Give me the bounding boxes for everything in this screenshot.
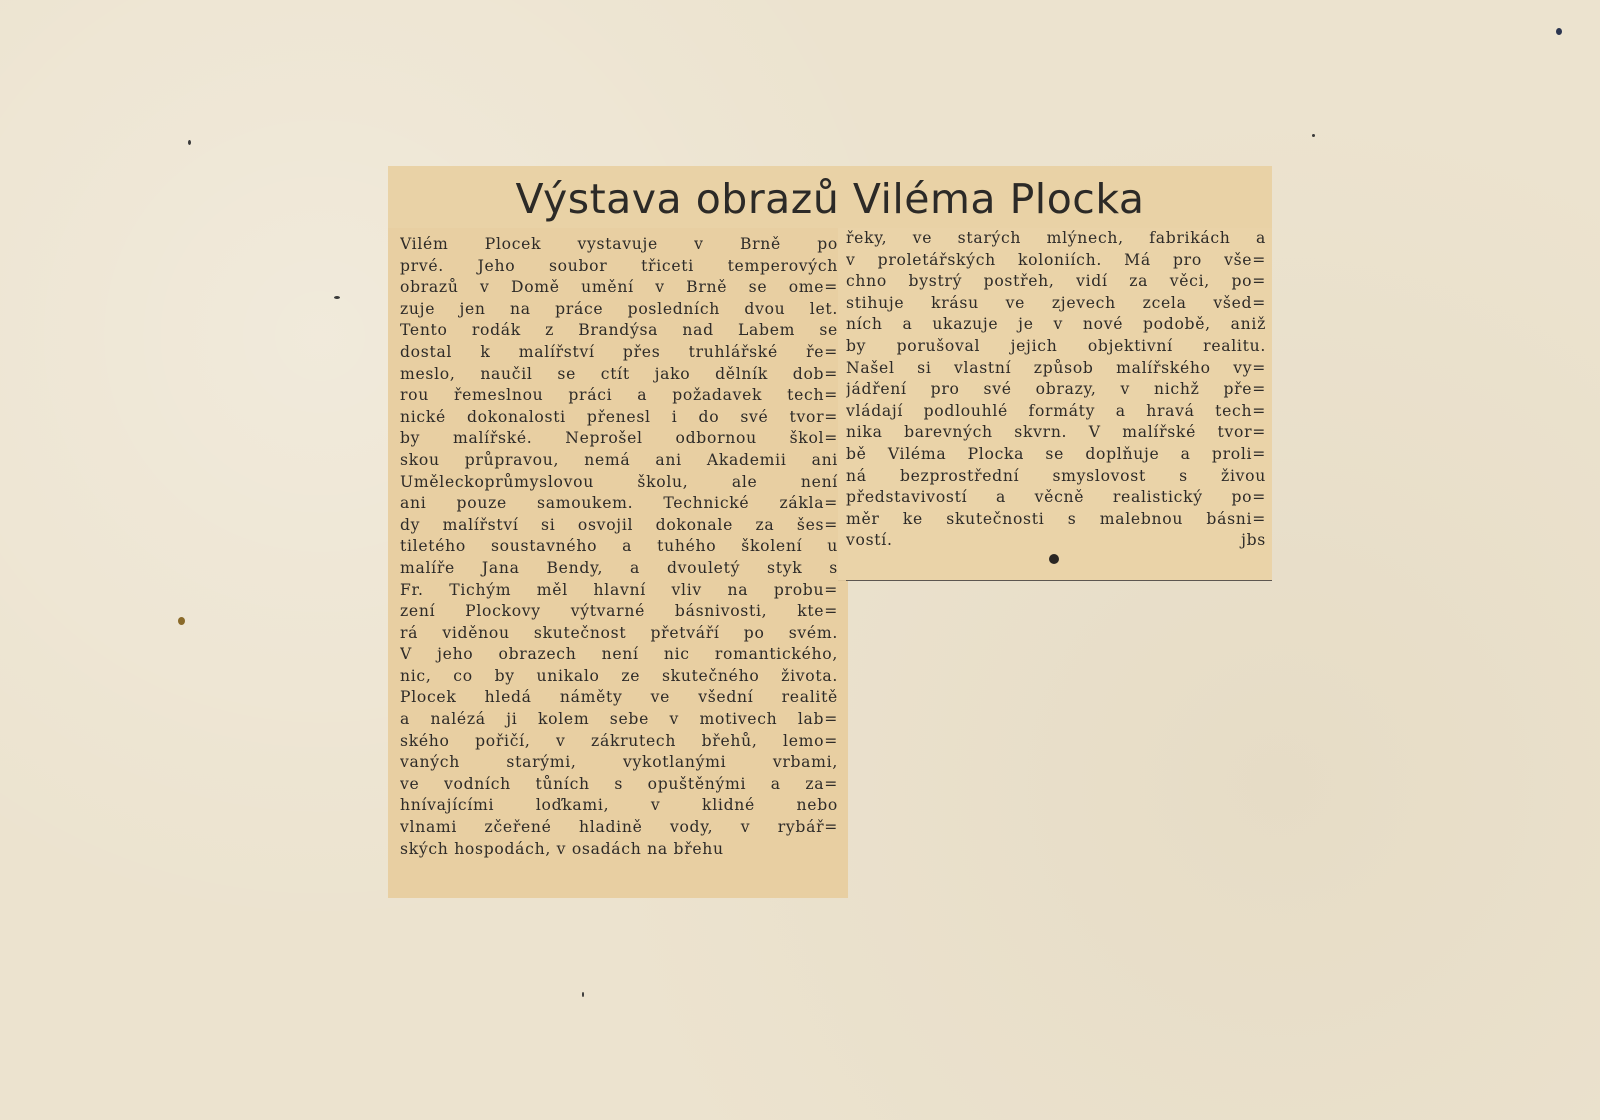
- closing-word: vostí.: [846, 531, 893, 550]
- article-line: V jeho obrazech není nic romantického,: [400, 645, 838, 664]
- article-line: vlnami zčeřené hladině vody, v rybář=: [400, 818, 838, 837]
- article-line: vládají podlouhlé formáty a hravá tech=: [846, 401, 1266, 420]
- speck: [178, 617, 185, 625]
- article-line: Našel si vlastní způsob malířského vy=: [846, 358, 1266, 377]
- article-line: ních a ukazuje je v nové podobě, aniž: [846, 315, 1266, 334]
- article-line: Tento rodák z Brandýsa nad Labem se: [400, 321, 838, 340]
- article-line: nické dokonalosti přenesl i do své tvor=: [400, 407, 838, 426]
- article-line: Fr. Tichým měl hlavní vliv na probu=: [400, 580, 838, 599]
- speck: [1312, 134, 1315, 137]
- article-line: hnívajícími loďkami, v klidné nebo: [400, 796, 838, 815]
- article-line: Vilém Plocek vystavuje v Brně po: [400, 235, 838, 253]
- article-line: rou řemeslnou práci a požadavek tech=: [400, 386, 838, 405]
- article-line: by porušoval jejich objektivní realitu.: [846, 336, 1266, 355]
- article-line: ských hospodách, v osadách na břehu: [400, 839, 724, 858]
- article-line: skou průpravou, nemá ani Akademii ani: [400, 450, 838, 469]
- article-line: tiletého soustavného a tuhého školení u: [400, 537, 838, 556]
- article-line: jádření pro své obrazy, v nichž pře=: [846, 380, 1266, 399]
- right-column-lines: [846, 228, 1266, 530]
- article-line: stihuje krásu ve zjevech zcela všed=: [846, 293, 1266, 312]
- speck: [1556, 28, 1562, 35]
- article-line: malíře Jana Bendy, a dvouletý styk s: [400, 558, 838, 577]
- article-right-column: [846, 228, 1266, 552]
- article-line: ského pořičí, v zákrutech břehů, lemo=: [400, 731, 838, 750]
- article-line: dostal k malířství přes truhlářské ře=: [400, 342, 838, 361]
- article-line: v proletářských koloniích. Má pro vše=: [846, 250, 1266, 269]
- article-line: chno bystrý postřeh, vidí za věci, po=: [846, 272, 1266, 291]
- article-line: prvé. Jeho soubor třiceti temperových: [400, 256, 838, 275]
- article-line: dy malířství si osvojil dokonale za šes=: [400, 515, 838, 534]
- article-headline: Výstava obrazů Viléma Plocka: [515, 175, 1145, 223]
- article-line: Uměleckoprůmyslovou školu, ale není: [400, 472, 838, 491]
- article-line: obrazů v Domě umění v Brně se ome=: [400, 278, 838, 297]
- article-line: vaných starými, vykotlanými vrbami,: [400, 753, 838, 772]
- article-line: a nalézá ji kolem sebe v motivech lab=: [400, 710, 838, 729]
- article-line: nic, co by unikalo ze skutečného života.: [400, 666, 838, 685]
- article-line: by malířské. Neprošel odbornou škol=: [400, 429, 838, 448]
- article-left-column: [400, 234, 838, 860]
- closing-line: [846, 530, 1266, 552]
- article-line: bě Viléma Plocka se doplňuje a proli=: [846, 444, 1266, 463]
- article-line: zení Plockovy výtvarné básnivosti, kte=: [400, 602, 838, 621]
- article-line: ani pouze samoukem. Technické zákla=: [400, 494, 838, 513]
- article-line: rá viděnou skutečnost přetváří po svém.: [400, 623, 838, 642]
- article-line: nika barevných skvrn. V malířské tvor=: [846, 423, 1266, 442]
- article-line: zuje jen na práce posledních dvou let.: [400, 299, 838, 318]
- end-mark-dot: [1049, 554, 1059, 564]
- article-line: řeky, ve starých mlýnech, fabrikách a: [846, 229, 1266, 247]
- article-line: ná bezprostřední smyslovost s živou: [846, 466, 1266, 485]
- article-line: měr ke skutečnosti s malebnou básni=: [846, 509, 1266, 528]
- column-end-rule: [846, 580, 1272, 581]
- article-line: meslo, naučil se ctít jako dělník dob=: [400, 364, 838, 383]
- author-signature: jbs: [1241, 531, 1266, 550]
- speck: [582, 992, 584, 997]
- article-line: Plocek hledá náměty ve všední realitě: [400, 688, 838, 707]
- article-line: ve vodních tůních s opuštěnými a za=: [400, 774, 838, 793]
- speck: [188, 140, 191, 145]
- article-line: představivostí a věcně realistický po=: [846, 488, 1266, 507]
- speck: [334, 296, 340, 299]
